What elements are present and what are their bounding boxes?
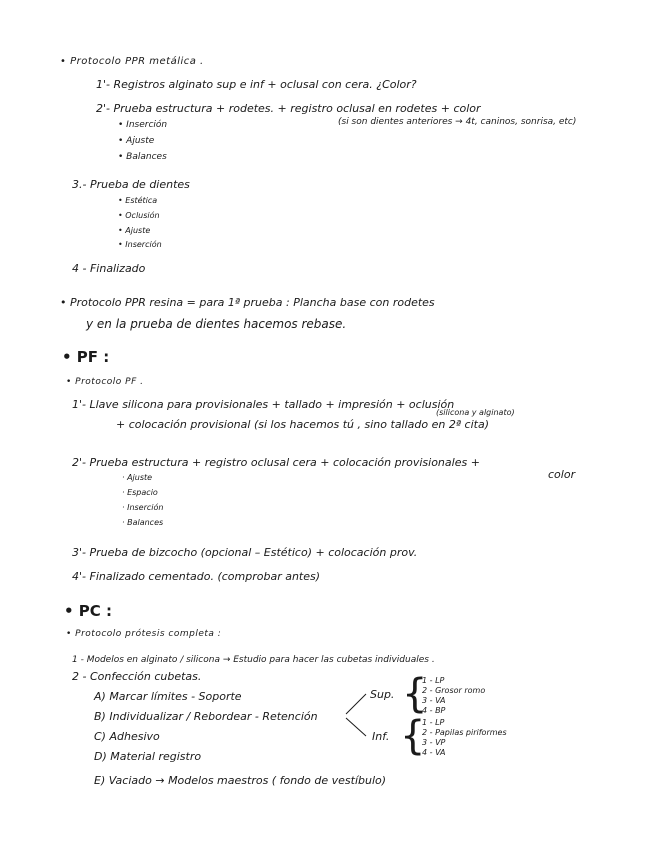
inf-item: 1 - LP — [422, 718, 445, 727]
pc-step-2-item-c: C) Adhesivo — [94, 730, 160, 743]
pf-step-2: 2'- Prueba estructura + registro oclusal cera + colocación provisionales + — [72, 456, 480, 469]
metal-title: • Protocolo PPR metálica . — [60, 56, 204, 67]
pf-step-2-item: · Balances — [122, 518, 164, 527]
sup-label: Sup. — [370, 688, 395, 701]
metal-step-2-note: (si son dientes anteriores → 4t, caninos, sonrisa, etc) — [338, 117, 577, 127]
metal-step-1: 1'- Registros alginato sup e inf + oclusal con cera. ¿Color? — [96, 78, 417, 91]
inf-item: 2 - Papilas piriformes — [422, 728, 507, 737]
pf-protocol: • Protocolo PF . — [66, 377, 144, 387]
pf-step-1-note: (silicona y alginato) — [436, 408, 515, 417]
pf-heading: • PF : — [62, 348, 110, 366]
pc-step-2-item-d: D) Material registro — [94, 750, 202, 763]
metal-step-2-item: • Inserción — [118, 120, 168, 130]
pc-step-2: 2 - Confección cubetas. — [72, 670, 202, 683]
metal-step-4: 4 - Finalizado — [72, 262, 146, 275]
pf-step-3: 3'- Prueba de bizcocho (opcional – Estético) + colocación prov. — [72, 546, 418, 559]
inf-label: Inf. — [372, 730, 390, 743]
pf-step-4: 4'- Finalizado cementado. (comprobar antes) — [72, 570, 321, 583]
pf-step-2-color: color — [548, 468, 576, 481]
metal-step-3: 3.- Prueba de dientes — [72, 178, 190, 191]
resina-line-1: • Protocolo PPR resina = para 1ª prueba : Plancha base con rodetes — [60, 296, 435, 309]
metal-step-2-item: • Ajuste — [118, 136, 155, 146]
pc-step-2-item-b: B) Individualizar / Rebordear - Retención — [94, 710, 318, 723]
pf-step-2-item: · Inserción — [122, 503, 164, 512]
resina-line-2: y en la prueba de dientes hacemos rebase. — [86, 317, 347, 331]
sup-item: 3 - VA — [422, 696, 446, 705]
pc-step-2-item-a: A) Marcar límites - Soporte — [94, 690, 242, 703]
metal-step-3-item: • Oclusión — [118, 211, 160, 220]
metal-step-2: 2'- Prueba estructura + rodetes. + registro oclusal en rodetes + color — [96, 102, 481, 115]
pf-step-1: 1'- Llave silicona para provisionales + tallado + impresión + oclusión — [72, 398, 455, 411]
pc-step-1: 1 - Modelos en alginato / silicona → Estudio para hacer las cubetas individuales . — [72, 655, 435, 665]
metal-step-3-item: • Estética — [118, 196, 158, 205]
metal-step-2-item: • Balances — [118, 152, 167, 162]
inf-brace: { — [400, 713, 426, 759]
sup-brace: { — [402, 671, 428, 717]
pc-heading: • PC : — [64, 602, 113, 620]
inf-item: 3 - VP — [422, 738, 446, 747]
metal-step-3-item: • Inserción — [118, 240, 162, 249]
pc-step-2-item-e: E) Vaciado → Modelos maestros ( fondo de vestíbulo) — [94, 774, 387, 787]
pf-step-2-item: · Ajuste — [122, 473, 153, 482]
sup-item: 4 - BP — [422, 706, 446, 715]
sup-item: 1 - LP — [422, 676, 445, 685]
pf-step-1-line-2: + colocación provisional (si los hacemos tú , sino tallado en 2ª cita) — [116, 418, 489, 431]
pf-step-2-item: · Espacio — [122, 488, 158, 497]
sup-item: 2 - Grosor romo — [422, 686, 486, 695]
metal-step-3-item: • Ajuste — [118, 226, 151, 235]
pc-protocol: • Protocolo prótesis completa : — [66, 629, 222, 639]
inf-item: 4 - VA — [422, 748, 446, 757]
